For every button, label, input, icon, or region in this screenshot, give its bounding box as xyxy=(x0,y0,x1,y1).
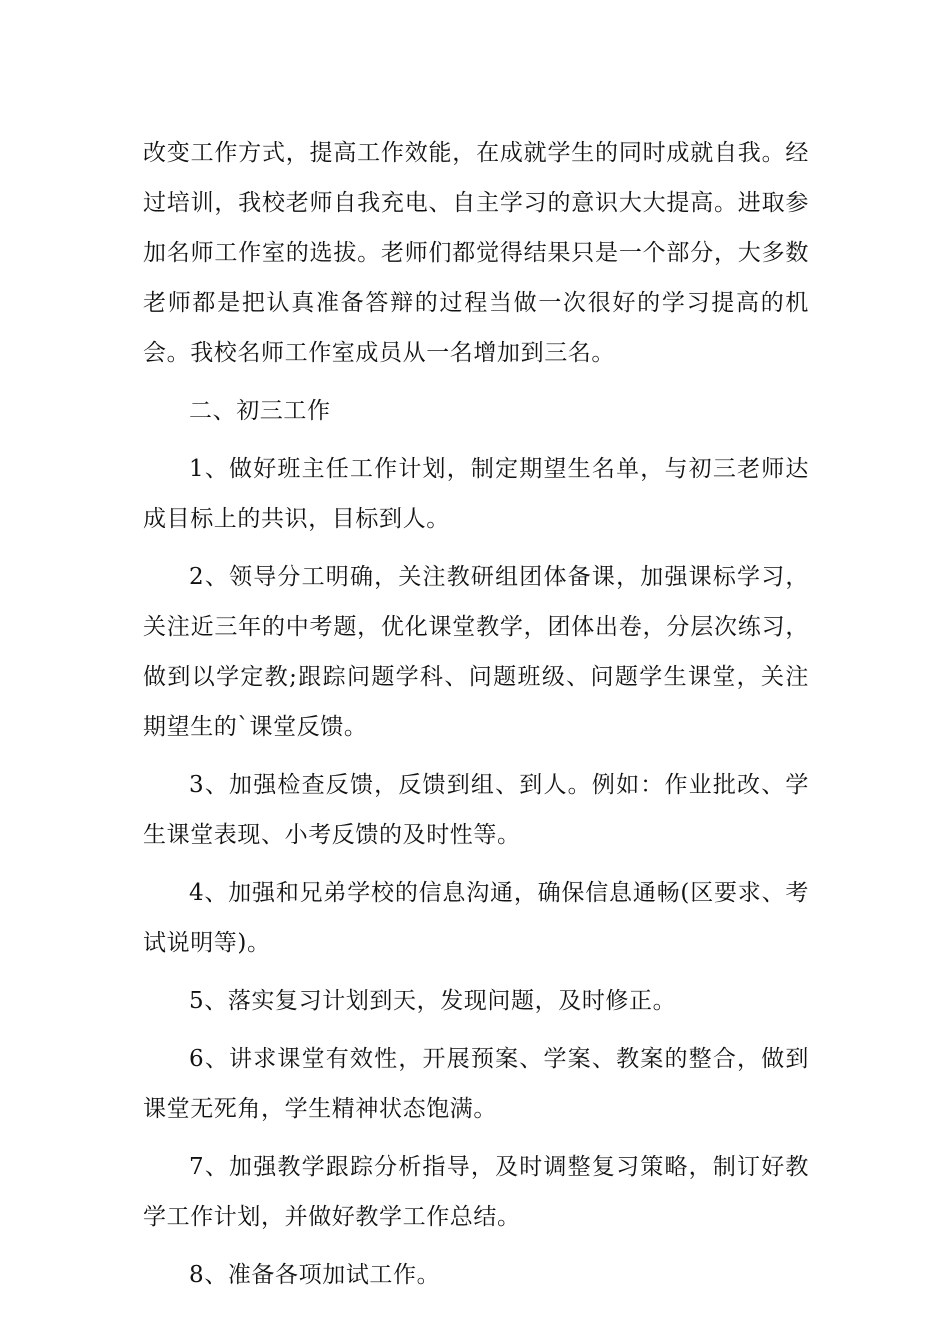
list-item-7: 7、加强教学跟踪分析指导，及时调整复习策略，制订好教学工作计划，并做好教学工作总结。 xyxy=(143,1154,809,1230)
list-item-6: 6、讲求课堂有效性，开展预案、学案、教案的整合，做到课堂无死角，学生精神状态饱满。 xyxy=(143,1046,809,1122)
list-item-8: 8、准备各项加试工作。 xyxy=(189,1262,441,1288)
document-page xyxy=(143,128,809,1300)
section-heading-grade-three: 二、初三工作 xyxy=(189,398,331,424)
list-item-5: 5、落实复习计划到天，发现问题，及时修正。 xyxy=(189,988,677,1014)
list-item-2: 2、领导分工明确，关注教研组团体备课，加强课标学习，关注近三年的中考题，优化课堂教学，团体出卷，分层次练习，做到以学定教;跟踪问题学科、问题班级、问题学生课堂，关注期望生的`课堂反馈。 xyxy=(143,564,809,740)
list-item-1: 1、做好班主任工作计划，制定期望生名单，与初三老师达成目标上的共识，目标到人。 xyxy=(143,456,809,532)
list-item-3: 3、加强检查反馈，反馈到组、到人。例如：作业批改、学生课堂表现、小考反馈的及时性等。 xyxy=(143,772,809,848)
paragraph-continuation: 改变工作方式，提高工作效能，在成就学生的同时成就自我。经过培训，我校老师自我充电、自主学习的意识大大提高。进取参加名师工作室的选拔。老师们都觉得结果只是一个部分，大多数老师都是把认真准备答辩的过程当做一次很好的学习提高的机会。我校名师工作室成员从一名增加到三名。 xyxy=(143,140,809,366)
list-item-4: 4、加强和兄弟学校的信息沟通，确保信息通畅(区要求、考试说明等)。 xyxy=(143,880,809,956)
